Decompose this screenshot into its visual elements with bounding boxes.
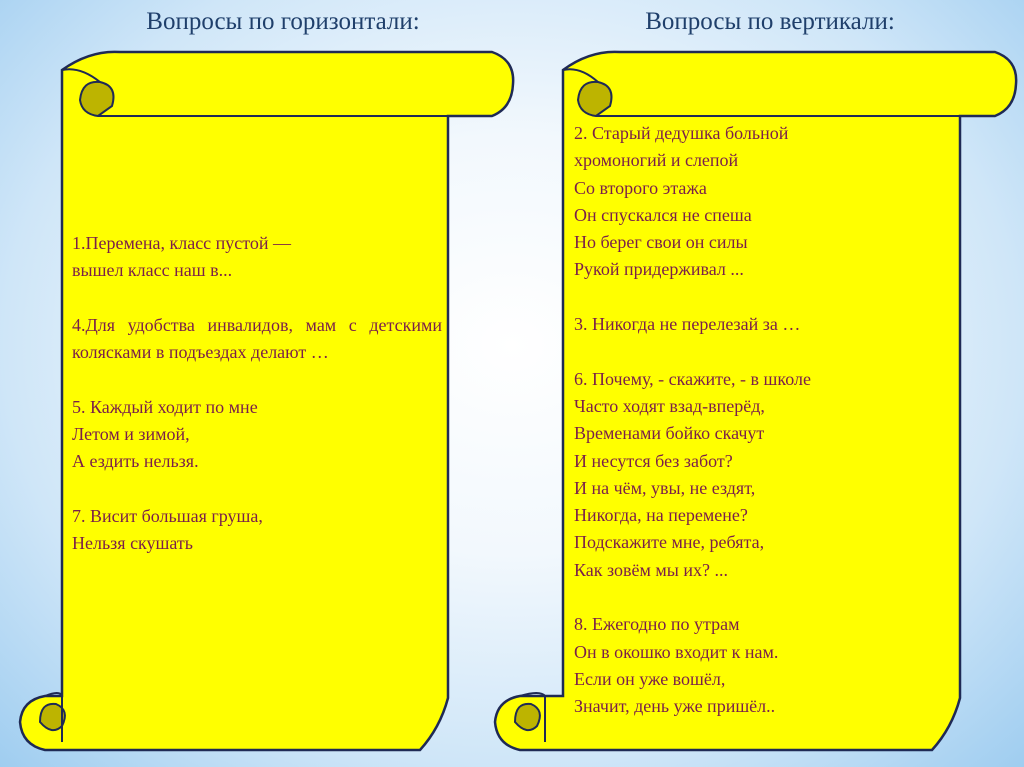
question-line: Со второго этажа: [574, 177, 707, 198]
question-line: Как зовём мы их? ...: [574, 559, 728, 580]
question-line: Рукой придерживал ...: [574, 259, 744, 280]
question-1: [72, 230, 442, 285]
question-line: 7. Висит большая груша,: [72, 505, 263, 526]
question-line: Летом и зимой,: [72, 424, 190, 445]
question-line: 2. Старый дедушка больной: [574, 123, 789, 143]
question-line: 5. Каждый ходит по мне: [72, 396, 258, 417]
question-line: И на чём, увы, не ездят,: [574, 477, 756, 498]
question-line: 1.Перемена, класс пустой —: [72, 233, 292, 253]
question-line: Он спускался не спеша: [574, 204, 752, 225]
question-line: вышел класс наш в...: [72, 260, 233, 281]
question-line: И несутся без забот?: [574, 450, 733, 471]
question-5: [72, 394, 442, 476]
question-2: [574, 120, 944, 284]
question-line: Никогда, на перемене?: [574, 505, 748, 526]
question-line: Часто ходят взад-вперёд,: [574, 395, 765, 416]
heading-vertical: Вопросы по вертикали:: [645, 8, 895, 35]
question-6: [574, 366, 944, 584]
question-7: [72, 503, 442, 558]
question-line: Подскажите мне, ребята,: [574, 532, 765, 553]
question-3: [574, 311, 944, 338]
question-line: А ездить нельзя.: [72, 451, 199, 472]
question-line: Нельзя скушать: [72, 533, 194, 554]
question-line: Временами бойко скачут: [574, 423, 765, 444]
question-4: 4.Для удобства инвалидов, мам с детскими колясками в подъездах делают …: [72, 314, 442, 363]
question-line: Но берег свои он силы: [574, 232, 748, 253]
heading-horizontal: Вопросы по горизонтали:: [146, 8, 420, 35]
question-line: хромоногий и слепой: [574, 150, 739, 171]
question-line: Он в окошко входит к нам.: [574, 641, 779, 662]
question-line: Значит, день уже пришёл..: [574, 696, 776, 717]
vertical-questions: [574, 120, 944, 721]
question-line: 3. Никогда не перелезай за …: [574, 314, 801, 335]
horizontal-questions: [72, 230, 442, 558]
question-line: Если он уже вошёл,: [574, 668, 726, 689]
question-line: 8. Ежегодно по утрам: [574, 614, 740, 635]
question-8: [574, 611, 944, 720]
question-line: 6. Почему, - скажите, - в школе: [574, 368, 811, 389]
